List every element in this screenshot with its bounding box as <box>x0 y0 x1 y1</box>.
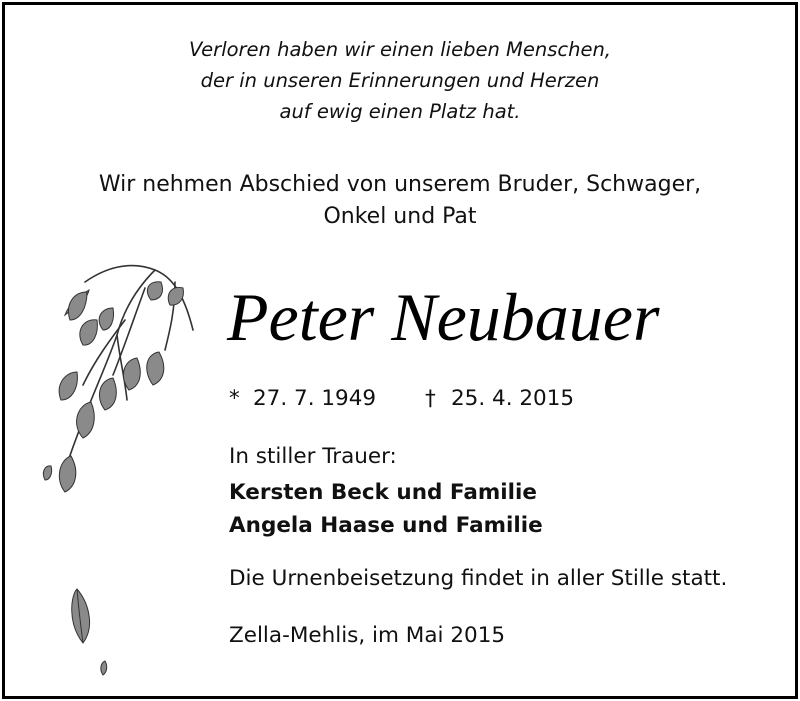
death-date: 25. 4. 2015 <box>451 386 575 411</box>
falling-leaf-icon <box>63 583 123 683</box>
burial-notice: Die Urnenbeisetzung findet in aller Stille statt. <box>229 566 728 591</box>
motto-line-2: der in unseren Erinnerungen und Herzen <box>200 69 600 92</box>
born-symbol: * <box>229 386 240 411</box>
birch-branch-icon <box>25 260 205 510</box>
obituary-frame <box>2 2 798 699</box>
birth-date: 27. 7. 1949 <box>253 386 377 411</box>
mourner-1: Kersten Beck und Familie <box>229 480 537 505</box>
intro-line-2: Onkel und Pat <box>323 204 477 229</box>
motto-line-1: Verloren haben wir einen lieben Menschen, <box>188 38 612 61</box>
deceased-name: Peter Neubauer <box>227 279 660 355</box>
place-date: Zella-Mehlis, im Mai 2015 <box>229 623 506 648</box>
mourner-2: Angela Haase und Familie <box>229 513 543 538</box>
intro-line-1: Wir nehmen Abschied von unserem Bruder, Schwager, <box>98 172 702 197</box>
mourners-heading: In stiller Trauer: <box>229 444 397 469</box>
motto-line-3: auf ewig einen Platz hat. <box>279 100 521 123</box>
cross-symbol: † <box>425 386 436 411</box>
